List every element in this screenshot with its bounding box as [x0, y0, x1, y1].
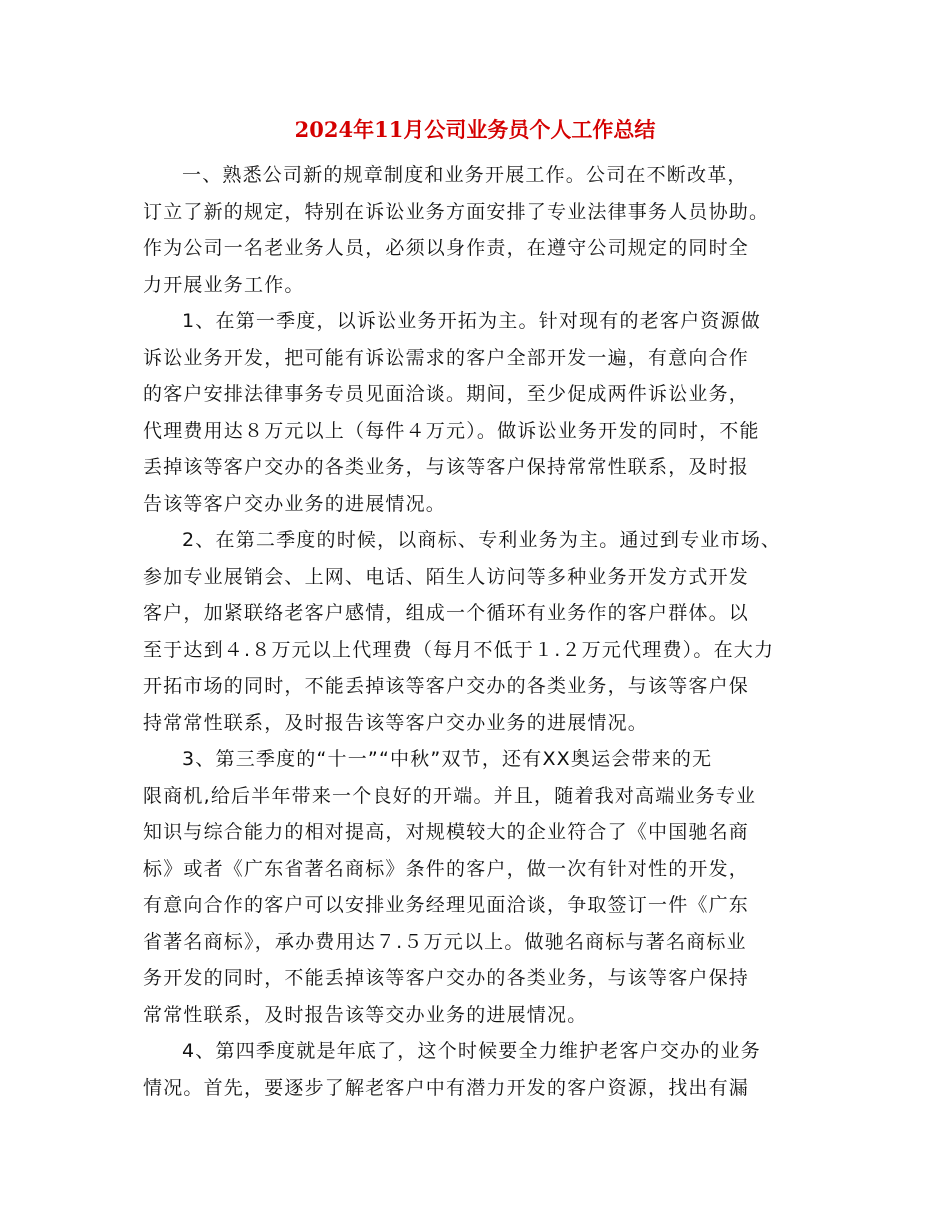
paragraph-line: 持常常性联系，及时报告该等客户交办业务的进展情况。 [143, 711, 649, 734]
paragraph-line: 丢掉该等客户交办的各类业务，与该等客户保持常常性联系，及时报 [143, 456, 750, 478]
paragraph-line: 参加专业展销会、上网、电话、陌生人访问等多种业务开发方式开发 [143, 565, 750, 588]
paragraph-first-line: 4、第四季度就是年底了，这个时候要全力维护老客户交办的业务 [182, 1040, 761, 1062]
paragraph-line: 的客户安排法律事务专员见面洽谈。期间，至少促成两件诉讼业务， [143, 383, 750, 405]
paragraph-line: 标》或者《广东省著名商标》条件的客户，做一次有针对性的开发， [143, 857, 750, 880]
paragraph-line: 订立了新的规定，特别在诉讼业务方面安排了专业法律事务人员协助。 [143, 200, 770, 223]
paragraph-line: 有意向合作的客户可以安排业务经理见面洽谈，争取签订一件《广东 [143, 894, 750, 916]
paragraph-first-line: 3、第三季度的“十一”“中秋”双节，还有XX奥运会带来的无 [182, 748, 713, 770]
paragraph-line: 作为公司一名老业务人员，必须以身作责，在遵守公司规定的同时全 [143, 237, 750, 259]
paragraph-first-line: 2、在第二季度的时候，以商标、专利业务为主。通过到专业市场、 [182, 529, 782, 551]
paragraph-line: 力开展业务工作。 [143, 273, 305, 296]
paragraph-line: 开拓市场的同时，不能丢掉该等客户交办的各类业务，与该等客户保 [143, 675, 750, 697]
paragraph-line: 告该等客户交办业务的进展情况。 [143, 492, 447, 515]
paragraph-line: 知识与综合能力的相对提高，对规模较大的企业符合了《中国驰名商 [143, 821, 750, 843]
paragraph-first-line: 一、熟悉公司新的规章制度和业务开展工作。公司在不断改革， [182, 164, 748, 186]
paragraph-line: 省著名商标》，承办费用达７.５万元以上。做驰名商标与著名商标业 [143, 930, 747, 953]
paragraph-line: 常常性联系，及时报告该等交办业务的进展情况。 [143, 1003, 588, 1026]
paragraph-first-line: 1、在第一季度，以诉讼业务开拓为主。针对现有的老客户资源做 [182, 310, 761, 332]
paragraph-line: 至于达到４.８万元以上代理费（每月不低于１.２万元代理费）。在大力 [143, 638, 775, 661]
paragraph-line: 诉讼业务开发，把可能有诉讼需求的客户全部开发一遍，有意向合作 [143, 346, 750, 369]
paragraph-line: 务开发的同时，不能丢掉该等客户交办的各类业务，与该等客户保持 [143, 967, 750, 989]
paragraph-line: 情况。首先，要逐步了解老客户中有潜力开发的客户资源，找出有漏 [143, 1076, 750, 1099]
paragraph-line: 限商机,给后半年带来一个良好的开端。并且，随着我对高端业务专业 [143, 784, 757, 807]
paragraph-line: 代理费用达８万元以上（每件４万元）。做诉讼业务开发的同时，不能 [143, 419, 760, 442]
paragraph-line: 客户，加紧联络老客户感情，组成一个循环有业务作的客户群体。以 [143, 602, 750, 624]
document-title: 2024年11月公司业务员个人工作总结 [294, 117, 656, 142]
document-body [143, 157, 823, 1106]
